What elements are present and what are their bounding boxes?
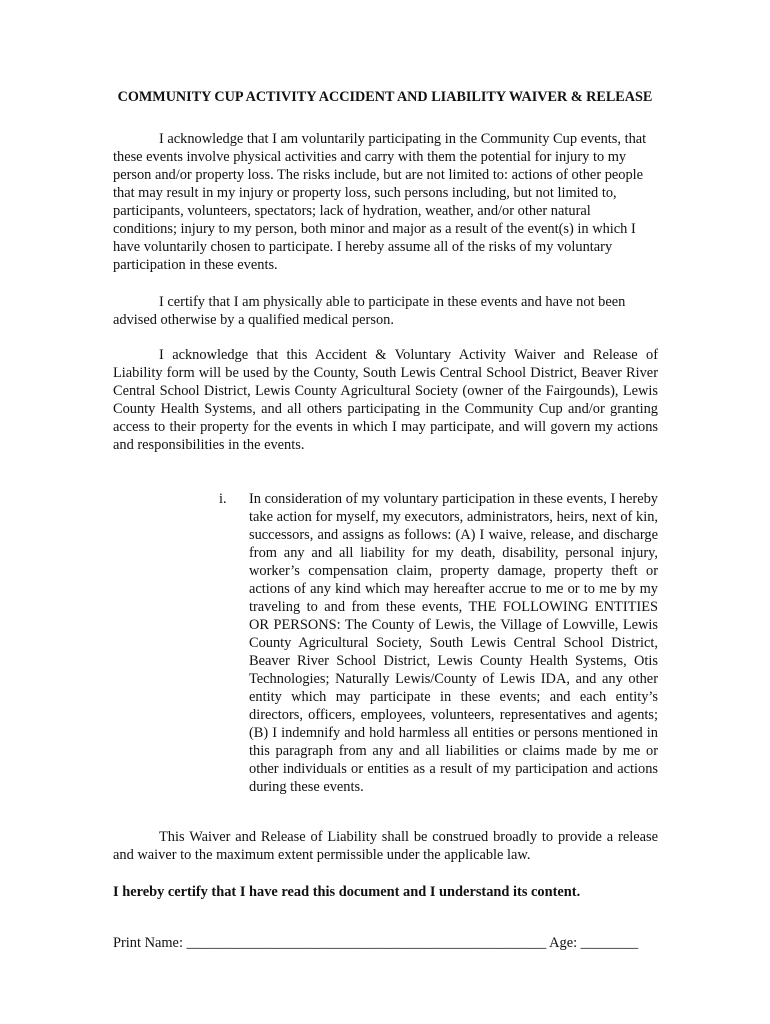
physical-ability-paragraph: I certify that I am physically able to participate in these events and have not been advised otherwise by a qualified medical person. xyxy=(113,294,626,328)
waiver-usage-paragraph: I acknowledge that this Accident & Voluntary Activity Waiver and Release of Liability form will be used by the County, South Lewis Central School District, Beaver River Central School District, Lewis County Agricultural Society (owner of the Fairgounds), Lewis County Health Systems, and all others participating in the Community Cup and/or granting access to their property for the events in which I may participate, and will govern my actions and responsibilities in the events. xyxy=(113,347,658,453)
certification-statement: I hereby certify that I have read this document and I understand its content. xyxy=(113,884,581,900)
document-title: COMMUNITY CUP ACTIVITY ACCIDENT AND LIABILITY WAIVER & RELEASE xyxy=(117,89,653,105)
print-name-age-line[interactable]: Print Name: __________________________________________________ Age: ________ xyxy=(113,935,639,951)
list-item-text: In consideration of my voluntary participation in these events, I hereby take action for myself, my executors, administrators, heirs, next of kin, successors, and assigns as follows: (A) I waive, release, and discharge from any and all liability for my death, disability, personal injury, worker’s compensation claim, property damage, property theft or actions of any kind which may hereafter accrue to me or to me by my traveling to and from these events, THE FOLLOWING ENTITIES OR PERSONS: The County of Lewis, the Village of Lowville, Lewis County Agricultural Society, South Lewis Central School District, Beaver River School District, Lewis County Health Systems, Otis Technologies; Naturally Lewis/County of Lewis IDA, and any other entity which may participate in these events; and each entity’s directors, officers, employees, volunteers, representatives and agents; (B) I indemnify and hold harmless all entities or persons mentioned in this paragraph from any and all liabilities or claims made by me or other individuals or entities as a result of my participation and actions during these events. xyxy=(249,491,658,795)
list-item-marker: i. xyxy=(219,491,227,507)
construction-paragraph: This Waiver and Release of Liability shall be construed broadly to provide a release and waiver to the maximum extent permissible under the applicable law. xyxy=(113,829,658,863)
risk-acknowledgement-paragraph: I acknowledge that I am voluntarily participating in the Community Cup events, that these events involve physical activities and carry with them the potential for injury to my person and/or property loss. The risks include, but are not limited to: actions of other people that may result in my injury or property loss, such persons including, but not limited to, participants, volunteers, spectators; lack of hydration, weather, and/or other natural conditions; injury to my person, both minor and major as a result of the event(s) in which I have voluntarily chosen to participate. I hereby assume all of the risks of my voluntary participation in these events. xyxy=(113,131,647,273)
